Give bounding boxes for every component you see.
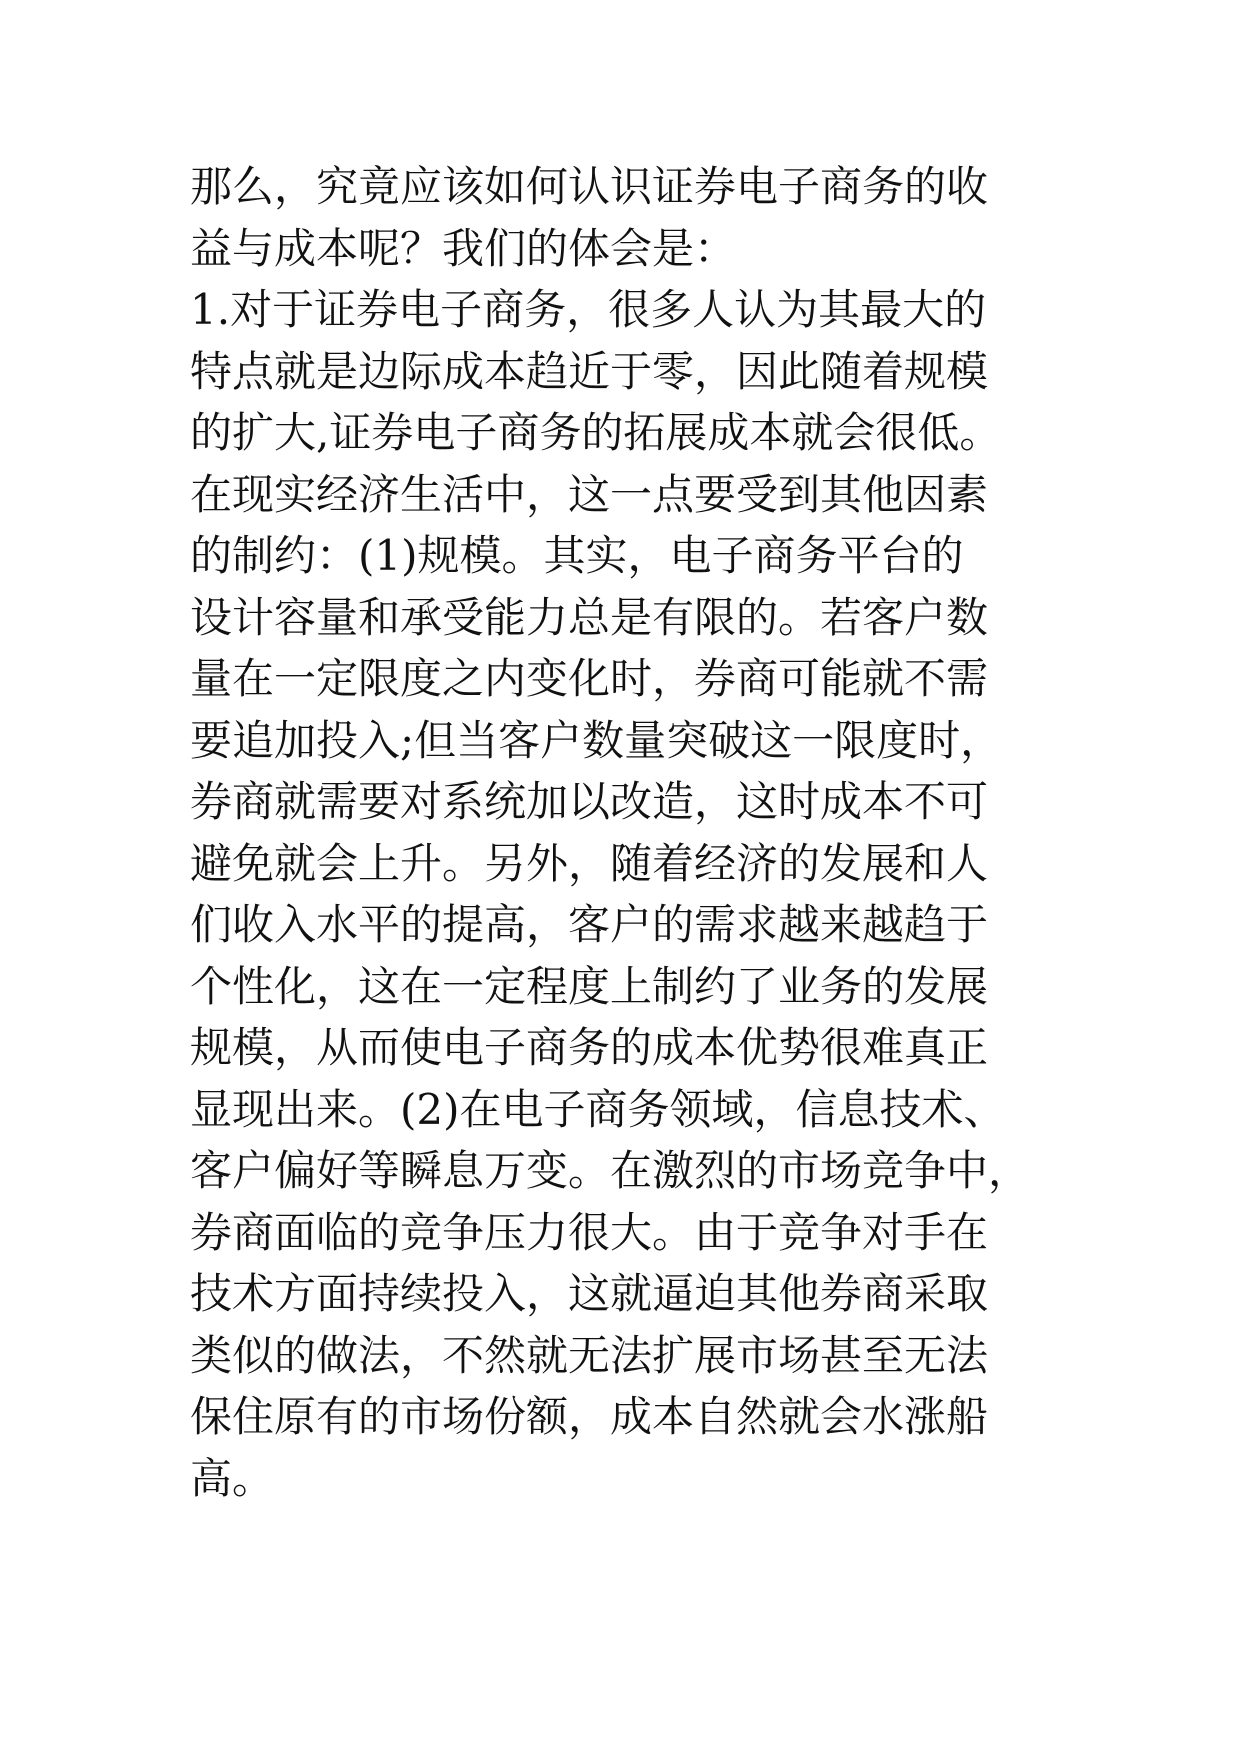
text-line: 益与成本呢？我们的体会是：: [190, 223, 737, 273]
text-line: 设计容量和承受能力总是有限的。若客户数: [190, 592, 989, 642]
text-line: 规模，从而使电子商务的成本优势很难真正: [190, 1023, 989, 1072]
text-line: 量在一定限度之内变化时，券商可能就不需: [190, 654, 989, 703]
text-line: 1.对于证券电子商务，很多人认为其最大的: [190, 285, 987, 334]
text-line: 技术方面持续投入，这就逼迫其他券商采取: [190, 1269, 989, 1318]
text-line: 在现实经济生活中，这一点要受到其他因素: [190, 469, 989, 519]
text-line: 们收入水平的提高，客户的需求越来越趋于: [190, 900, 989, 949]
text-line: 要追加投入;但当客户数量突破这一限度时，: [190, 715, 1003, 765]
text-line: 显现出来。(2)在电子商务领域，信息技术、: [190, 1084, 1006, 1134]
text-line: 券商面临的竞争压力很大。由于竞争对手在: [190, 1207, 989, 1257]
text-line: 类似的做法，不然就无法扩展市场甚至无法: [190, 1330, 989, 1380]
text-line: 的制约：(1)规模。其实，电子商务平台的: [190, 531, 964, 580]
text-line: 避免就会上升。另外，随着经济的发展和人: [190, 838, 989, 888]
body-text: [190, 156, 1070, 1509]
text-line: 那么，究竟应该如何认识证券电子商务的收: [190, 162, 989, 211]
text-line: 的扩大,证券电子商务的拓展成本就会很低。: [190, 408, 1002, 457]
text-line: 高。: [190, 1453, 275, 1503]
text-line: 保住原有的市场份额，成本自然就会水涨船: [190, 1392, 989, 1441]
text-line: 客户偏好等瞬息万变。在激烈的市场竞争中，: [190, 1146, 1031, 1195]
text-line: 券商就需要对系统加以改造，这时成本不可: [190, 777, 989, 826]
text-line: 特点就是边际成本趋近于零，因此随着规模: [190, 346, 989, 396]
text-line: 个性化，这在一定程度上制约了业务的发展: [190, 961, 989, 1011]
